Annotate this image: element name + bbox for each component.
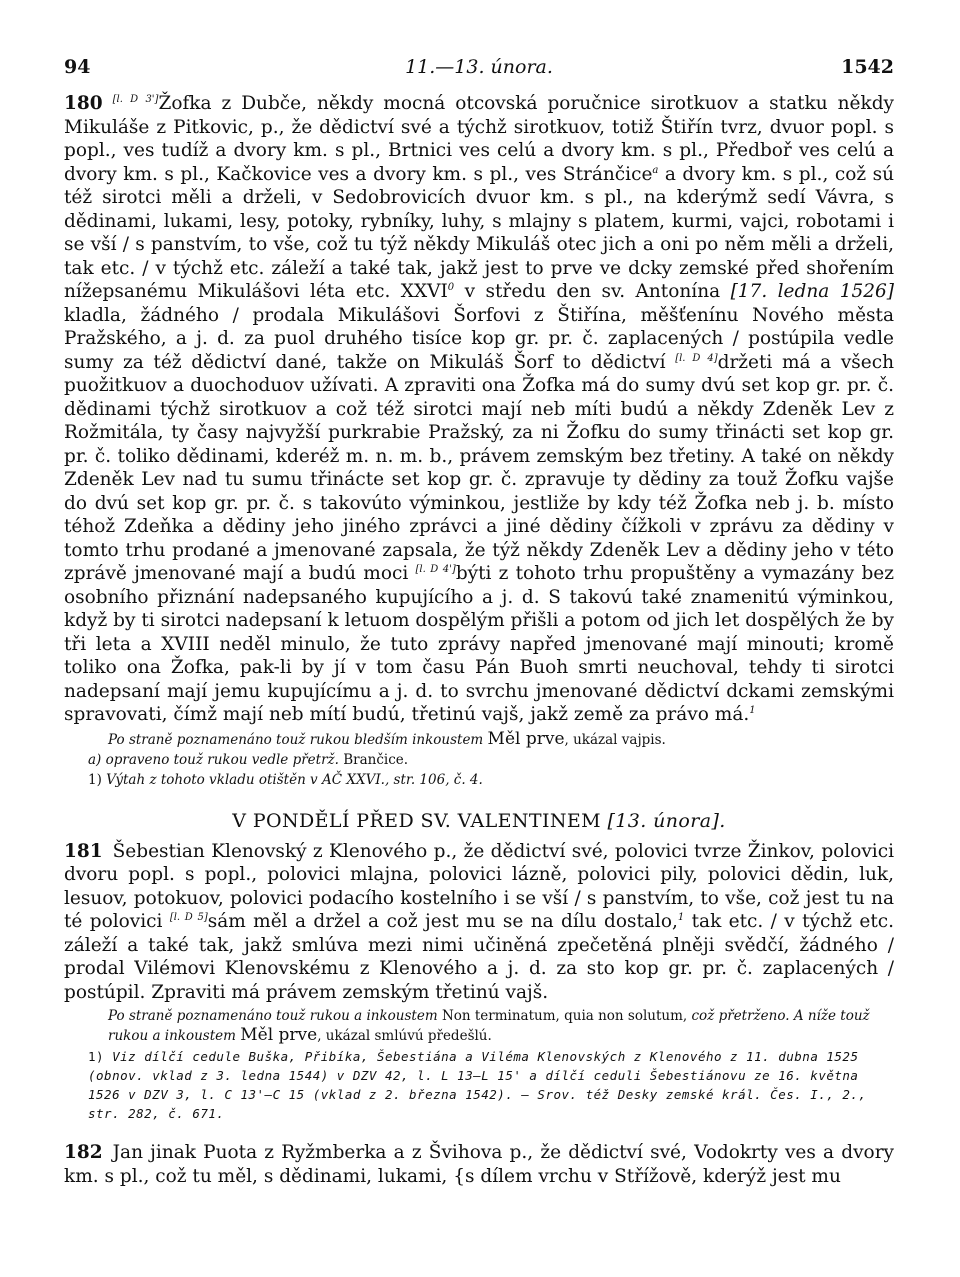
folio-ref: [l. D 4'] [415,563,456,575]
entry-text: držeti má a všech puožitkuov a duochoduov užívati. A zpraviti ona Žofka má do sumy dvú set kop gr. pr. č. dědinami týchž sirotkuov a což též sirotci mají neb míti budú a někdy Zdeněk Lev z Rožmitála, ty časy najvyžší purkrabie Pražský, za ni Žofku do sumy třinácti set kop gr. pr. č. toliko dědinami, kderéž m. n. m. b., právem zemským bez třetiny. A také on někdy Zdeněk Lev nad tu sumu třinácte set kop gr. č. zpravuje ty dědiny za touž Žofku vajšе do dvú set kop gr. pr. č. s takovúto výminkou, jestliže by kdy též Žofka neb j. b. místo téhož Zdeňka a dědiny jeho jiného zprávci a jiné dědiny čížkoli v zprávu za dědiny v tomto trhu prodané a jmenované zapsala, že týž někdy Zdeněk Lev a dědiny jeho v této zprávě jmenované mají a budú moci [64,351,894,584]
entry-text: kladla, žádného / prodala Mikulášovi Šorfovi z Štiřína, měšťenínu Nového města Pražského, a j. d. za puol druhého tisíce kop gr. pr. č. zaplacených / postúpila vedle sumy za též dědictví dané, takže on Mikuláš Šorf to dědictví [64,304,894,373]
entry-181 [64,840,894,1005]
brace-mark: { [453,1165,465,1187]
footnote-marker: 1 [749,704,756,716]
folio-ref: [l. D 4] [675,352,718,364]
page-number: 94 [64,56,91,78]
notes-181 [64,1007,894,1123]
entry-text: Jan jinak Puota z Ryžmberka a z Švihova p., že dědictví své, Vodokrty ves a dvory km. s pl., což tu měl, s dědinami, lukami, [64,1142,894,1187]
date-insert: [17. ledna 1526] [730,281,894,302]
entry-number: 181 [64,840,103,862]
date-range: 11.—13. února. [405,56,553,78]
running-header [64,56,894,90]
margin-note: Po straně poznamenáno touž rukou a inkoustem Non terminatum, quia non solutum, což přetrženo. A níže touž rukou a inkoustem Měl prve, ukázal smlúvú předešlú. [108,1008,870,1045]
notes-180 [64,730,894,790]
footnote-a: a) opraveno touž rukou vedle přetrž. Brančice. [88,751,409,768]
entry-text: sám měl a držel a což jest mu se na dílu dostalo, [207,911,678,932]
page [64,56,894,1188]
margin-note: Po straně poznamenáno touž rukou bledším inkoustem Měl prve, ukázal vajpis. [108,728,666,749]
section-heading: V PONDĚLÍ PŘED SV. VALENTINEM [13. února]. [232,809,726,832]
folio-ref: [l. D 3'] [112,93,159,105]
footnote-marker: a [652,164,659,176]
footnote-marker: 1 [677,911,685,923]
entry-text: tak etc. / v týchž etc. záleží a také tak, jakž smlúva mezi nimi učiněná zpečetěná plněji svědčí, žádného / prodal Vilémovi Klenovskému z Klenového a j. d. za sto kop gr. pr. č. zaplacených / postúpil. Zpraviti má právem zemským třetinú vajš. [64,911,894,1003]
folio-ref: [l. D 5] [169,911,208,923]
entry-text: Šebestian Klenovský z Klenového p., že dědictví své, polovici tvrze Žinkov, polovici dvoru popl. s popl., polovici mlajna, polovici lázně, polovici pily, polovici dědin, luk, lesuov, potokuov, polovici podacího kostelního i se vší / s panstvím, to vše, což jest tu na té polovici [64,840,894,932]
entry-text: a dvory km. s pl., což sú též sirotci měli a drželi, v Sedobrovicích dvuor km. s pl., na kderýmž sedí Vávra, s dědinami, lukami, lesy, potoky, rybníky, luhy, s mlajny s platem, kurmi, vajci, robotami i se vší / s panstvím, to vše, což tu týž někdy Mikuláš otec jich a oni po něm měli a drželi, tak etc. / v týchž etc. záleží a také tak, jakž jest to prve ve dcky zemské před shořením nížepsanému Mikulášovi léta etc. XXVI [64,163,894,302]
superscript: 0 [447,281,455,293]
entry-text: býti z tohoto trhu propuštěny a vymazány bez osobního přiznání nadepsaného kupujícího a j. d. S takovú také znamenitú výminkou, když by ti sirotci nadepsaní k letuom dospělým přišli a potom od jich let dospělých že by tři leta a XVIII neděl minulo, že tuto zprávy napřed jmenované mají minouti; kromě toliko ona Žofka, pak-li by jí v tom času Pán Buoh smrti neuchoval, tehdy ti sirotci nadepsaní mají jemu kupujícímu a j. d. to svrchu jmenované dědictví dckami zemskými spravovati, čímž mají neb mítí budú, třetinú vajš, jakž země za právo má. [64,563,894,725]
footnote-1: 1) Viz dílčí cedule Buška, Přibíka, Šebestiána a Viléma Klenovských z Klenového z 11. dubna 1525 (obnov. vklad z 3. ledna 1544) v DZV 42, l. L 13—L 15' a dílčí ceduli Šebestiánovu ze 16. května 1526 v DZV 3, l. C 13'—C 15 (vklad z 2. března 1542). — Srov. též Desky zemské král. Čes. I., 2., str. 282, č. 671. [88,1049,867,1121]
entry-number: 180 [64,93,103,114]
entry-182 [64,1141,894,1188]
entry-text: Žofka z Dubče, někdy mocná otcovská poručnice sirotkuov a statku někdy Mikuláše z Pitkovic, p., že dědictví své a týchž sirotkuov, totiž Štiřín tvrz, dvuor popl. s popl., ves tudíž a dvory km. s pl., Brtnici ves celú a dvory km. s pl., Předboř ves celú a dvory km. s pl., Kačkovice ves a dvory km. s pl., ves Stránčice [64,93,895,185]
entry-180 [64,92,894,727]
entry-text: v středu den sv. Antonína [454,281,731,302]
footnote-1: 1) Výtah z tohoto vkladu otištěn v AČ XXVI., str. 106, č. 4. [88,771,483,788]
entry-text: s dílem vrchu v Střížově, kderýž jest mu [464,1165,841,1187]
year: 1542 [841,56,894,78]
entry-number: 182 [64,1142,103,1163]
